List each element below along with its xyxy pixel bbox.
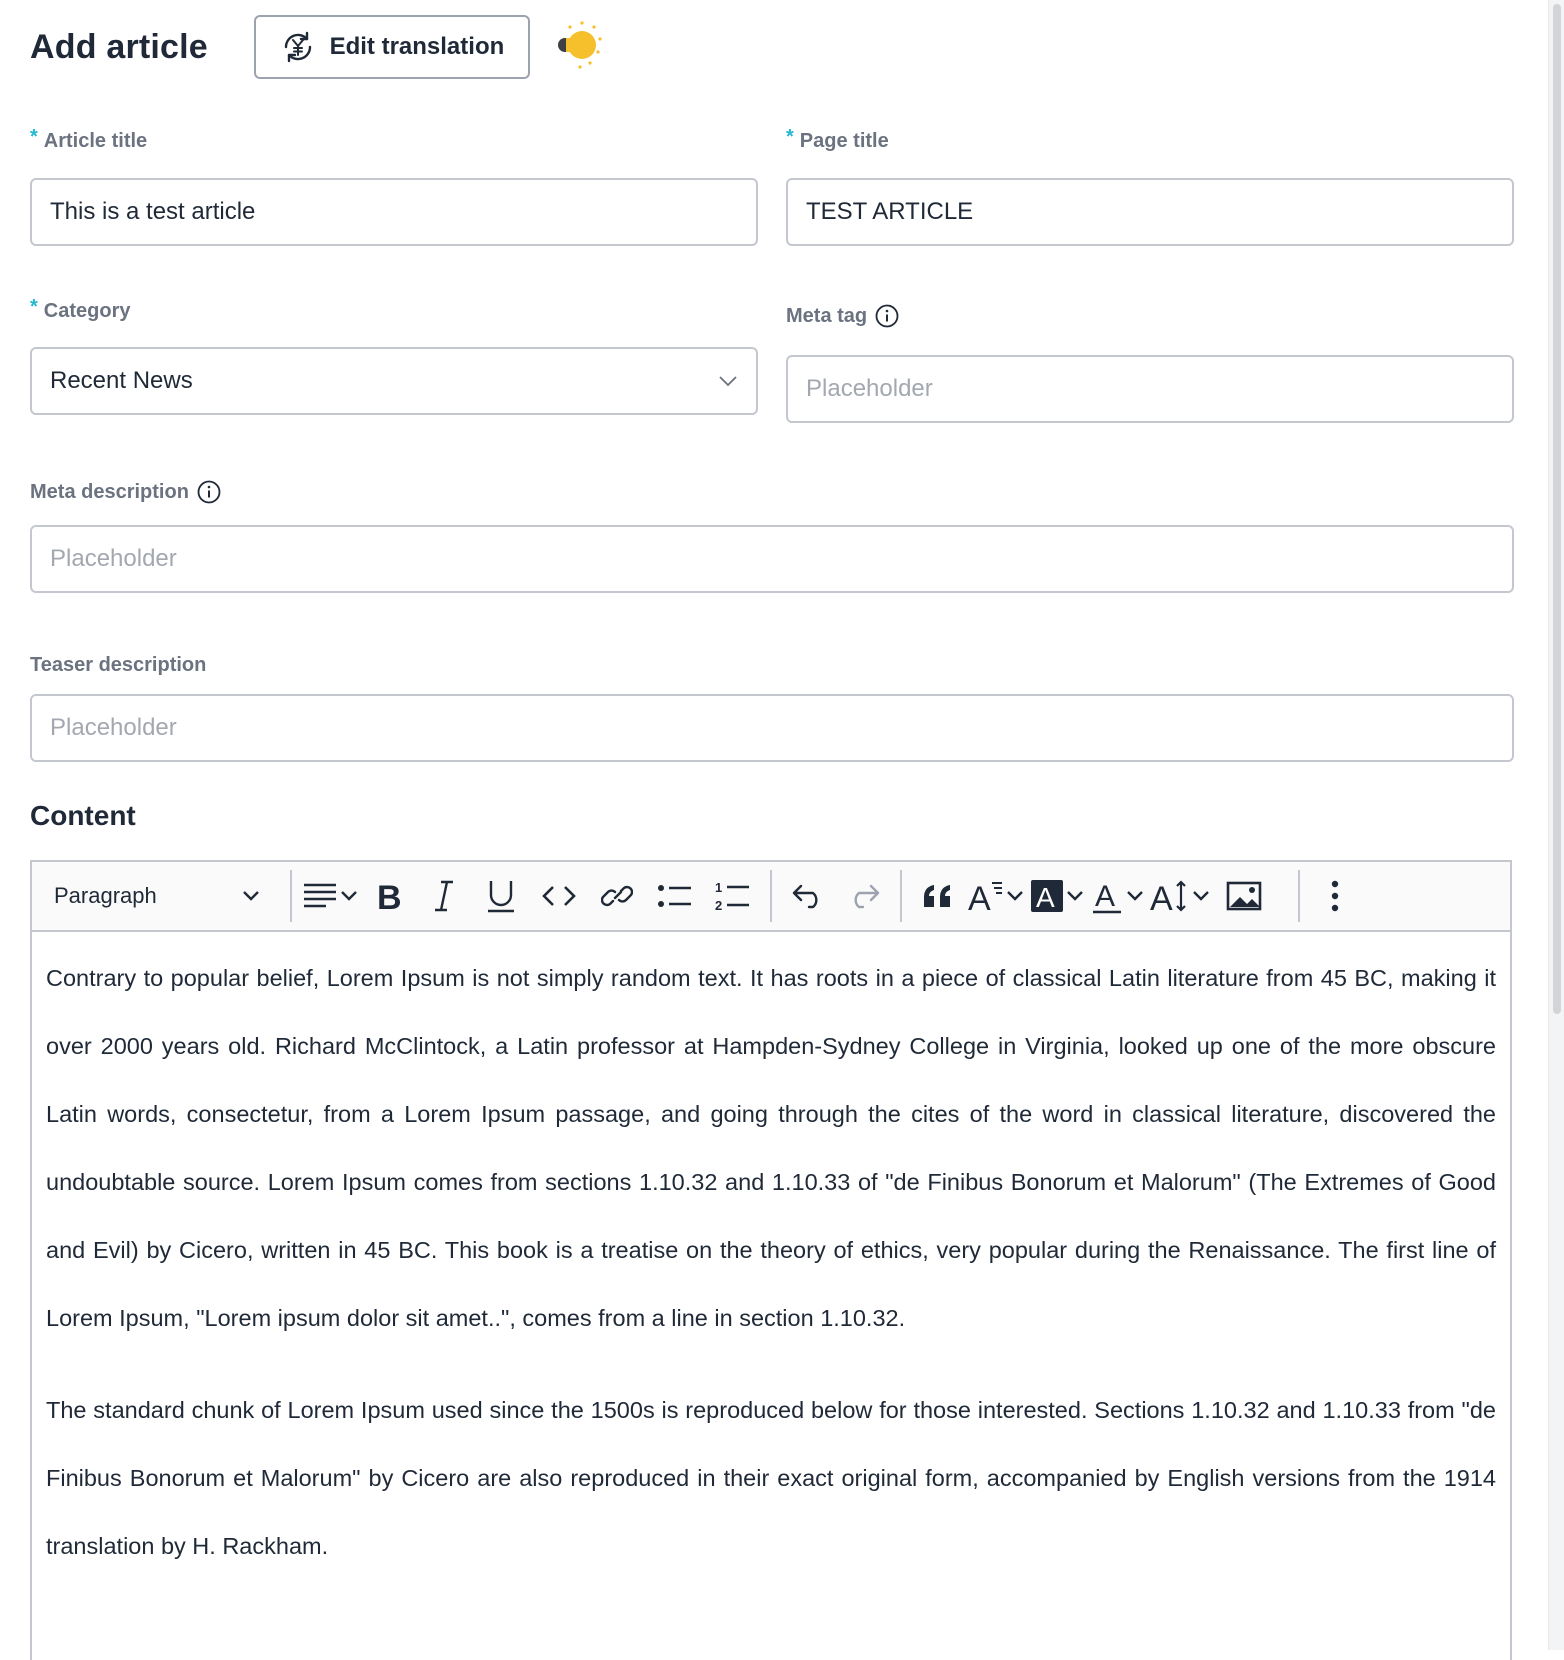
article-title-label [30,126,148,153]
rich-text-editor [30,860,1512,1660]
toolbar-divider [1298,870,1300,922]
svg-text:A: A [1095,880,1116,913]
font-size-icon [1150,878,1190,914]
bulleted-list-button[interactable] [648,868,702,924]
teaser-description-label-text: Teaser description [30,654,207,676]
code-icon [542,884,576,908]
align-button[interactable] [302,868,360,924]
meta-description-label-text: Meta description [30,480,189,503]
category-value: Recent News [50,367,193,394]
content-paragraph: The standard chunk of Lorem Ipsum used since the 1500s is reproduced below for those interested. Sections 1.10.32 and 1.10.33 from "de Finibus Bonorum et Malorum" by Cicero are also reproduced in their exact original form, accompanied by English versions from the 1914 translation by H. Rackham. [46,1397,1496,1559]
edit-translation-button[interactable] [254,15,530,79]
editor-content[interactable] [32,932,1510,1580]
font-color-icon [1090,878,1124,914]
font-background-color-icon [1030,879,1064,913]
highlight-color-button[interactable] [1030,868,1086,924]
page-title-label [786,126,889,153]
meta-tag-label-text: Meta tag [786,304,868,327]
paragraph-style-select[interactable] [32,862,282,930]
image-icon [1226,881,1262,911]
teaser-description-input[interactable] [30,694,1514,762]
required-marker: * [786,126,794,148]
text-style-icon [968,879,1004,913]
page-title: Add article [30,27,208,66]
link-icon [601,880,633,912]
bulleted-list-icon [657,881,693,911]
svg-text:A: A [968,880,991,913]
svg-text:A: A [1036,882,1055,913]
info-circle-icon[interactable] [197,480,221,504]
article-title-label-text: Article title [43,130,148,152]
content-section-title: Content [30,800,136,831]
editor-toolbar [32,862,1510,932]
text-style-button[interactable] [968,868,1026,924]
scrollbar-thumb[interactable] [1553,4,1561,1014]
svg-text:A: A [1150,880,1173,914]
meta-tag-input[interactable] [786,355,1514,423]
teaser-description-label [30,654,206,677]
theme-toggle[interactable] [552,19,612,75]
meta-tag-label [786,304,899,328]
required-marker: * [30,296,38,318]
sun-bulb-icon [552,19,612,75]
chevron-down-icon [1004,889,1026,903]
article-title-input[interactable] [30,178,758,246]
bold-icon [375,879,403,913]
toolbar-divider [290,870,292,922]
more-vertical-icon [1331,880,1339,912]
category-label [30,296,131,323]
page-title-label-text: Page title [799,130,889,152]
align-justify-icon [302,880,338,912]
bold-button[interactable] [364,868,414,924]
font-color-button[interactable] [1090,868,1146,924]
insert-image-button[interactable] [1216,868,1272,924]
chevron-down-icon [1124,889,1146,903]
undo-button[interactable] [782,868,834,924]
yen-refresh-icon [280,29,316,65]
content-paragraph: Contrary to popular belief, Lorem Ipsum is not simply random text. It has roots in a piece of classical Latin literature from 45 BC, making it over 2000 years old. Richard McClintock, a Latin professor at Hampden-Sydney College in Virginia, looked up one of the more obscure Latin words, consectetur, from a Lorem Ipsum passage, and going through the cites of the word in classical literature, discovered the undoubtable source. Lorem Ipsum comes from sections 1.10.32 and 1.10.33 of "de Finibus Bonorum et Malorum" (The Extremes of Good and Evil) by Cicero, written in 45 BC. This book is a treatise on the theory of ethics, very popular during the Renaissance. The first line of Lorem Ipsum, "Lorem ipsum dolor sit amet..", comes from a line in section 1.10.32. [46,965,1496,1331]
blockquote-button[interactable] [912,868,964,924]
font-size-button[interactable] [1150,868,1212,924]
quote-icon [922,883,954,909]
chevron-down-icon [1190,889,1212,903]
chevron-down-icon [1064,889,1086,903]
redo-button[interactable] [838,868,890,924]
page-title-input[interactable] [786,178,1514,246]
numbered-list-icon [715,879,751,913]
toolbar-divider [770,870,772,922]
undo-icon [791,882,825,910]
toolbar-divider [900,870,902,922]
header [30,14,612,80]
edit-translation-label: Edit translation [329,33,505,60]
chevron-down-icon [338,889,360,903]
chevron-down-icon [718,375,738,387]
meta-description-label [30,480,221,504]
required-marker: * [30,126,38,148]
category-select[interactable] [30,347,758,415]
italic-icon [431,879,457,913]
svg-text:1: 1 [715,880,723,895]
paragraph-style-value: Paragraph [54,883,157,908]
italic-button[interactable] [418,868,470,924]
redo-icon [847,882,881,910]
info-circle-icon[interactable] [875,304,899,328]
underline-button[interactable] [474,868,528,924]
code-button[interactable] [532,868,586,924]
chevron-down-icon [242,890,260,902]
numbered-list-button[interactable] [706,868,760,924]
link-button[interactable] [590,868,644,924]
meta-description-input[interactable] [30,525,1514,593]
category-label-text: Category [43,300,131,322]
svg-text:B: B [377,879,402,913]
more-options-button[interactable] [1310,868,1360,924]
svg-text:2: 2 [715,898,723,913]
underline-icon [486,878,516,914]
